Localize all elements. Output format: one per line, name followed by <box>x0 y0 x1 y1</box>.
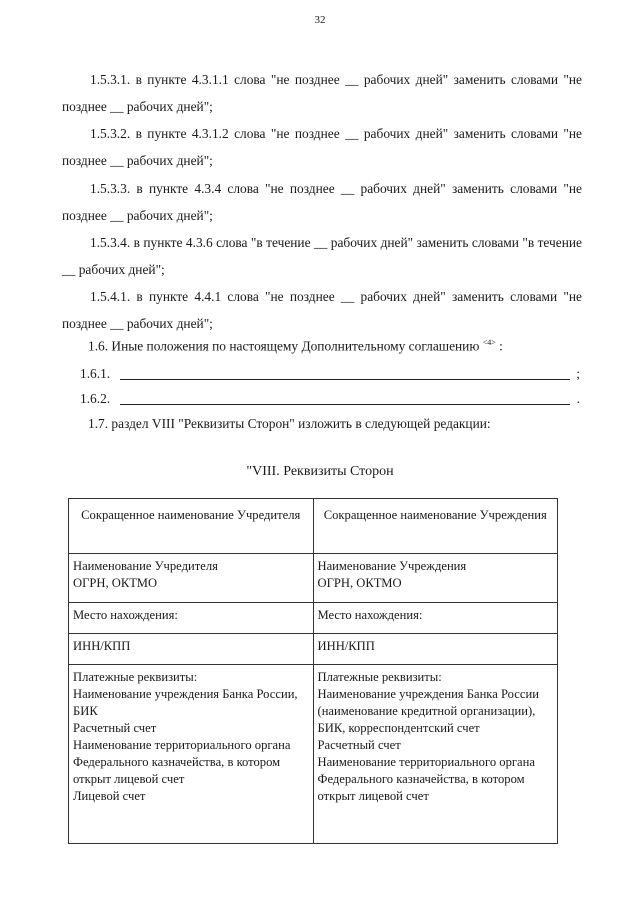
cell-line: Наименование территориального органа Федерального казначейства, в котором открыт лицевой счет <box>317 755 535 803</box>
paragraph-1-5-3-3: 1.5.3.3. в пункте 4.3.4 слова "не позднее __ рабочих дней" заменить словами "не позднее __ рабочих дней"; <box>62 181 582 223</box>
paragraph-1-5-3-1: 1.5.3.1. в пункте 4.3.1.1 слова "не позднее __ рабочих дней" заменить словами "не позднее __ рабочих дней"; <box>62 72 582 114</box>
cell-line: Наименование учреждения Банка России <box>317 687 539 701</box>
section-title: "VIII. Реквизиты Сторон <box>246 464 394 479</box>
item-1-6-1 <box>80 366 580 386</box>
cell-line: Расчетный счет <box>317 738 401 752</box>
item-1-6-1-blank-line <box>120 379 570 380</box>
cell-line: Наименование учреждения Банка России, БИК <box>73 687 298 718</box>
cell-line: ОГРН, ОКТМО <box>73 576 158 590</box>
cell-institution-inn: ИНН/КПП <box>313 634 558 665</box>
item-1-6-2-number: 1.6.2. <box>80 391 111 406</box>
cell-institution-payment <box>313 665 558 844</box>
item-1-6-2 <box>80 391 580 411</box>
cell-line: ОГРН, ОКТМО <box>317 576 402 590</box>
cell-line: БИК, корреспондентский счет <box>317 721 480 735</box>
cell-institution-name <box>313 554 558 603</box>
header-institution: Сокращенное наименование Учреждения <box>313 499 558 554</box>
cell-line: Платежные реквизиты: <box>73 670 198 684</box>
paragraph-1-6-colon: : <box>499 338 503 354</box>
cell-line: Наименование Учреждения <box>317 559 467 573</box>
header-founder: Сокращенное наименование Учредителя <box>69 499 314 554</box>
paragraph-1-5-3-4: 1.5.3.4. в пункте 4.3.6 слова "в течение __ рабочих дней" заменить словами "в течение __ рабочих дней"; <box>62 235 582 277</box>
paragraph-1-6 <box>88 338 503 354</box>
cell-founder-inn: ИНН/КПП <box>69 634 314 665</box>
table-row <box>69 603 558 634</box>
footnote-mark: <4> <box>482 338 496 347</box>
cell-line: Платежные реквизиты: <box>317 670 442 684</box>
cell-founder-address: Место нахождения: <box>69 603 314 634</box>
cell-line: Расчетный счет <box>73 721 157 735</box>
table-header-row <box>69 499 558 554</box>
paragraph-1-5-4-1: 1.5.4.1. в пункте 4.4.1 слова "не позднее __ рабочих дней" заменить словами "не позднее __ рабочих дней"; <box>62 289 582 331</box>
item-1-6-2-end: . <box>576 391 580 406</box>
requisites-table <box>68 498 558 844</box>
cell-line: Наименование территориального органа Федерального казначейства, в котором открыт лицевой счет <box>73 738 291 786</box>
table-row <box>69 665 558 844</box>
cell-institution-address: Место нахождения: <box>313 603 558 634</box>
cell-founder-name <box>69 554 314 603</box>
cell-line: Лицевой счет <box>73 789 146 803</box>
paragraph-1-5-3-2: 1.5.3.2. в пункте 4.3.1.2 слова "не позднее __ рабочих дней" заменить словами "не позднее __ рабочих дней"; <box>62 126 582 168</box>
table-row <box>69 634 558 665</box>
paragraph-1-6-text: 1.6. Иные положения по настоящему Дополнительному соглашению <box>88 338 480 354</box>
cell-line: (наименование кредитной организации), <box>317 704 536 718</box>
paragraph-1-7: 1.7. раздел VIII "Реквизиты Сторон" изложить в следующей редакции: <box>88 416 491 431</box>
page-number: 32 <box>314 14 326 26</box>
table-row <box>69 554 558 603</box>
item-1-6-1-number: 1.6.1. <box>80 366 111 381</box>
cell-founder-payment <box>69 665 314 844</box>
cell-line: Наименование Учредителя <box>73 559 218 573</box>
item-1-6-2-blank-line <box>120 404 570 405</box>
item-1-6-1-end: ; <box>576 366 580 381</box>
